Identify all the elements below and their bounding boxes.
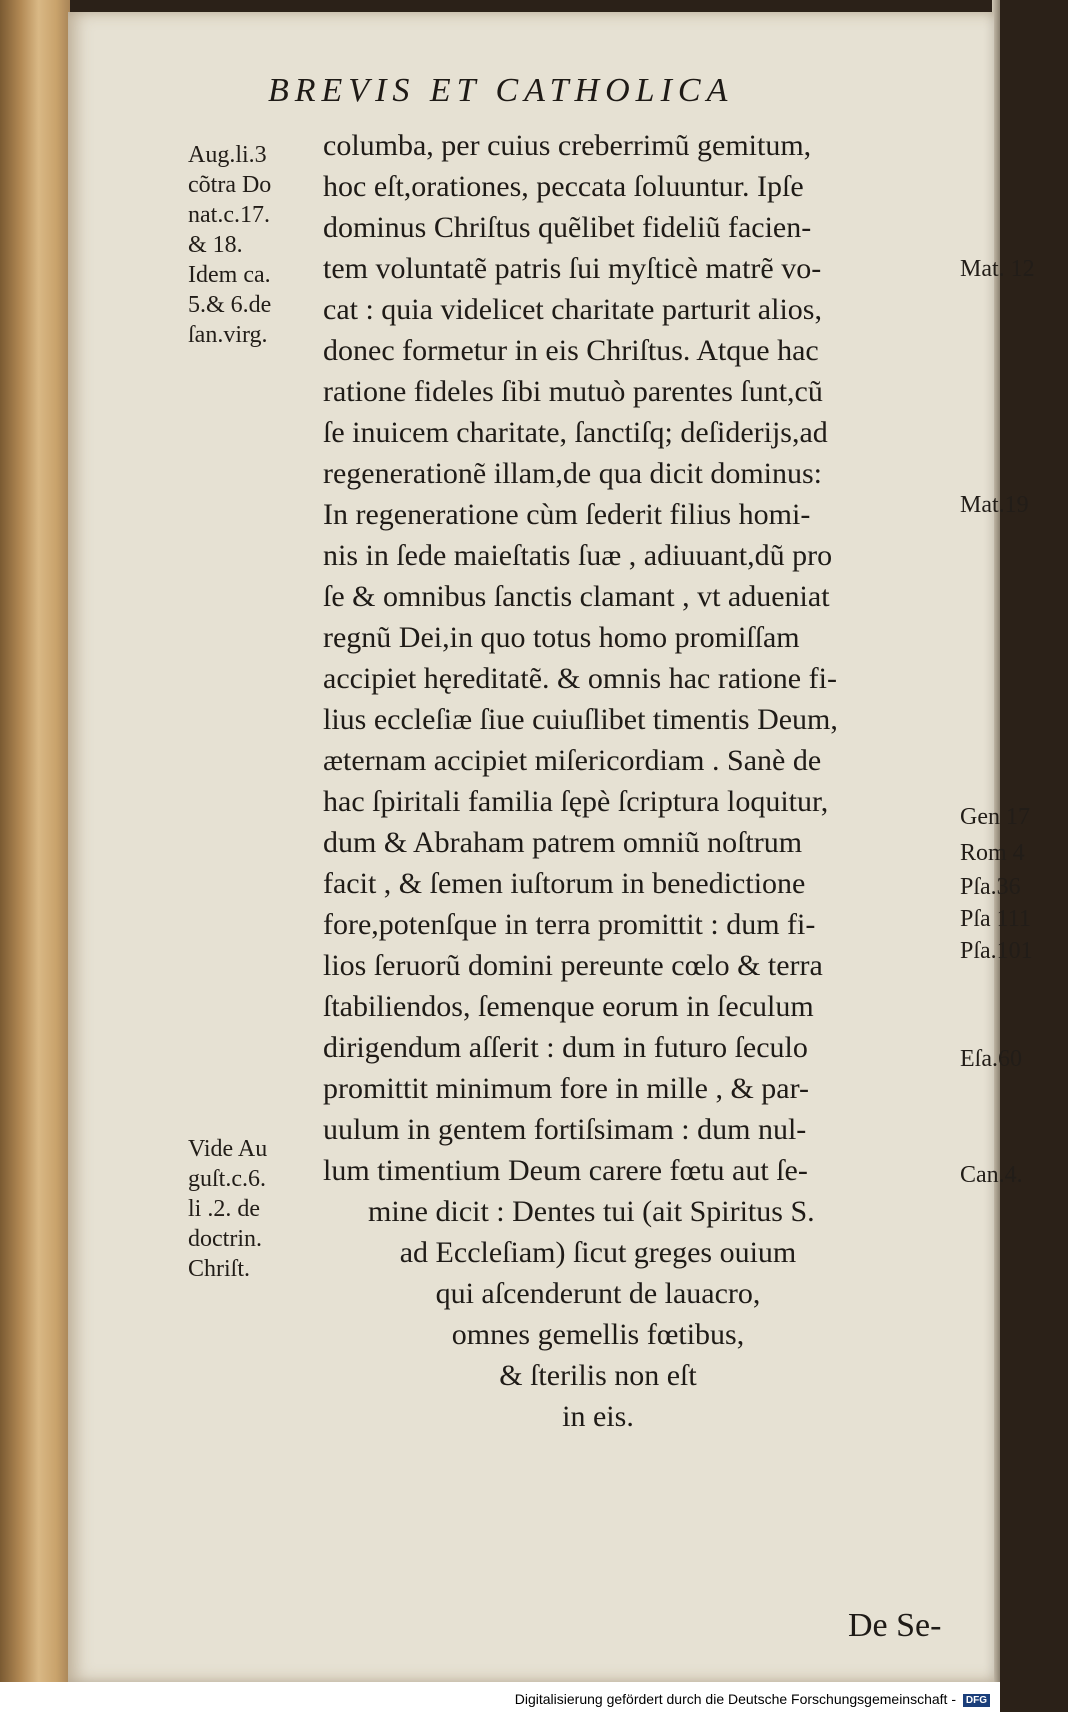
book-page <box>68 12 1035 1682</box>
body-line: cat : quia videlicet charitate parturit alios, <box>323 293 822 326</box>
margin-note-line: 5.& 6.de <box>188 292 272 318</box>
margin-note-line: ſan.virg. <box>188 322 268 348</box>
body-line: ſe & omnibus ſanctis clamant , vt adueniat <box>323 580 830 613</box>
body-line: æternam accipiet miſericordiam . Sanè de <box>323 744 822 777</box>
margin-note-line: Aug.li.3 <box>188 142 267 168</box>
margin-note-right: Gen 17 <box>960 804 1030 830</box>
closing-line: in eis. <box>562 1400 634 1433</box>
body-line: tem voluntatẽ patris ſui myſticè matrẽ vo- <box>323 252 822 285</box>
footer-text: Digitalisierung gefördert durch die Deutsche Forschungsgemeinschaft - <box>514 1691 956 1707</box>
body-line: fore,potenſque in terra promittit : dum fi- <box>323 908 816 941</box>
body-line: In regeneratione cùm ſederit filius homi- <box>323 498 811 531</box>
margin-note-line: nat.c.17. <box>188 202 270 228</box>
body-line: dominus Chriſtus quẽlibet fideliũ facien- <box>323 211 812 244</box>
dfg-logo: DFG <box>963 1694 990 1707</box>
body-line: dum & Abraham patrem omniũ noſtrum <box>323 826 803 859</box>
margin-note-right: Mat. 12 <box>960 256 1035 282</box>
closing-line: qui aſcenderunt de lauacro, <box>435 1277 761 1310</box>
body-line: ſe inuicem charitate, ſanctiſq; deſiderijs,ad <box>323 416 828 449</box>
body-line: columba, per cuius creberrimũ gemitum, <box>323 129 812 162</box>
body-line: donec formetur in eis Chriſtus. Atque hac <box>323 334 819 367</box>
body-line: hac ſpiritali familia ſępè ſcriptura loquitur, <box>323 785 829 818</box>
margin-note-line: cõtra Do <box>188 172 272 198</box>
margin-note-right: Can.4. <box>960 1162 1023 1188</box>
margin-note-right: Mat.19 <box>960 492 1029 518</box>
body-line: lius eccleſiæ ſiue cuiuſlibet timentis Deum, <box>323 703 838 736</box>
margin-note-line: guſt.c.6. <box>188 1166 266 1192</box>
body-line: lum timentium Deum carere fœtu aut ſe- <box>323 1154 808 1187</box>
book-fore-edge <box>0 0 70 1712</box>
body-line: accipiet hęreditatẽ. & omnis hac ratione fi- <box>323 662 837 695</box>
margin-note-line: Vide Au <box>188 1136 268 1162</box>
closing-line: omnes gemellis fœtibus, <box>451 1318 745 1351</box>
body-line: ſtabiliendos, ſemenque eorum in ſeculum <box>323 990 814 1023</box>
body-line: nis in ſede maieſtatis ſuæ , adiuuant,dũ pro <box>323 539 833 572</box>
running-head: BREVIS ET CATHOLICA <box>268 72 734 109</box>
body-line: regnũ Dei,in quo totus homo promiſſam <box>323 621 800 654</box>
margin-note-line: Idem ca. <box>188 262 271 288</box>
margin-note-right: Pſa.101 <box>960 938 1033 964</box>
margin-note-right: Rom 4 <box>960 840 1025 866</box>
catchword: De Se- <box>848 1607 942 1644</box>
body-line: regenerationẽ illam,de qua dicit dominus: <box>323 457 823 490</box>
margin-note-right: Pſa 111 <box>960 906 1031 932</box>
body-line: facit , & ſemen iuſtorum in benedictione <box>323 867 806 900</box>
body-line: promittit minimum fore in mille , & par- <box>323 1072 809 1105</box>
footer-bar <box>0 1682 1000 1712</box>
margin-note-right: Eſa.60 <box>960 1046 1022 1072</box>
body-line: hoc eſt,orationes, peccata ſoluuntur. Ipſe <box>323 170 804 203</box>
funding-footer <box>515 1691 990 1707</box>
body-line: uulum in gentem fortiſsimam : dum nul- <box>323 1113 807 1146</box>
margin-note-line: doctrin. <box>188 1226 262 1252</box>
body-line: dirigendum aſſerit : dum in futuro ſeculo <box>323 1031 808 1064</box>
margin-note-right: Pſa.36 <box>960 874 1021 900</box>
closing-line: ad Eccleſiam) ſicut greges ouium <box>399 1236 797 1269</box>
margin-note-line: li .2. de <box>188 1196 260 1222</box>
body-line: mine dicit : Dentes tui (ait Spiritus S. <box>368 1195 815 1228</box>
margin-note-line: & 18. <box>188 232 243 258</box>
closing-line: & ſterilis non eſt <box>499 1359 697 1392</box>
body-line: ratione fideles ſibi mutuò parentes ſunt,cũ <box>323 375 823 408</box>
body-line: lios ſeruorũ domini pereunte cœlo & terra <box>323 949 823 982</box>
margin-note-line: Chriſt. <box>188 1256 251 1282</box>
